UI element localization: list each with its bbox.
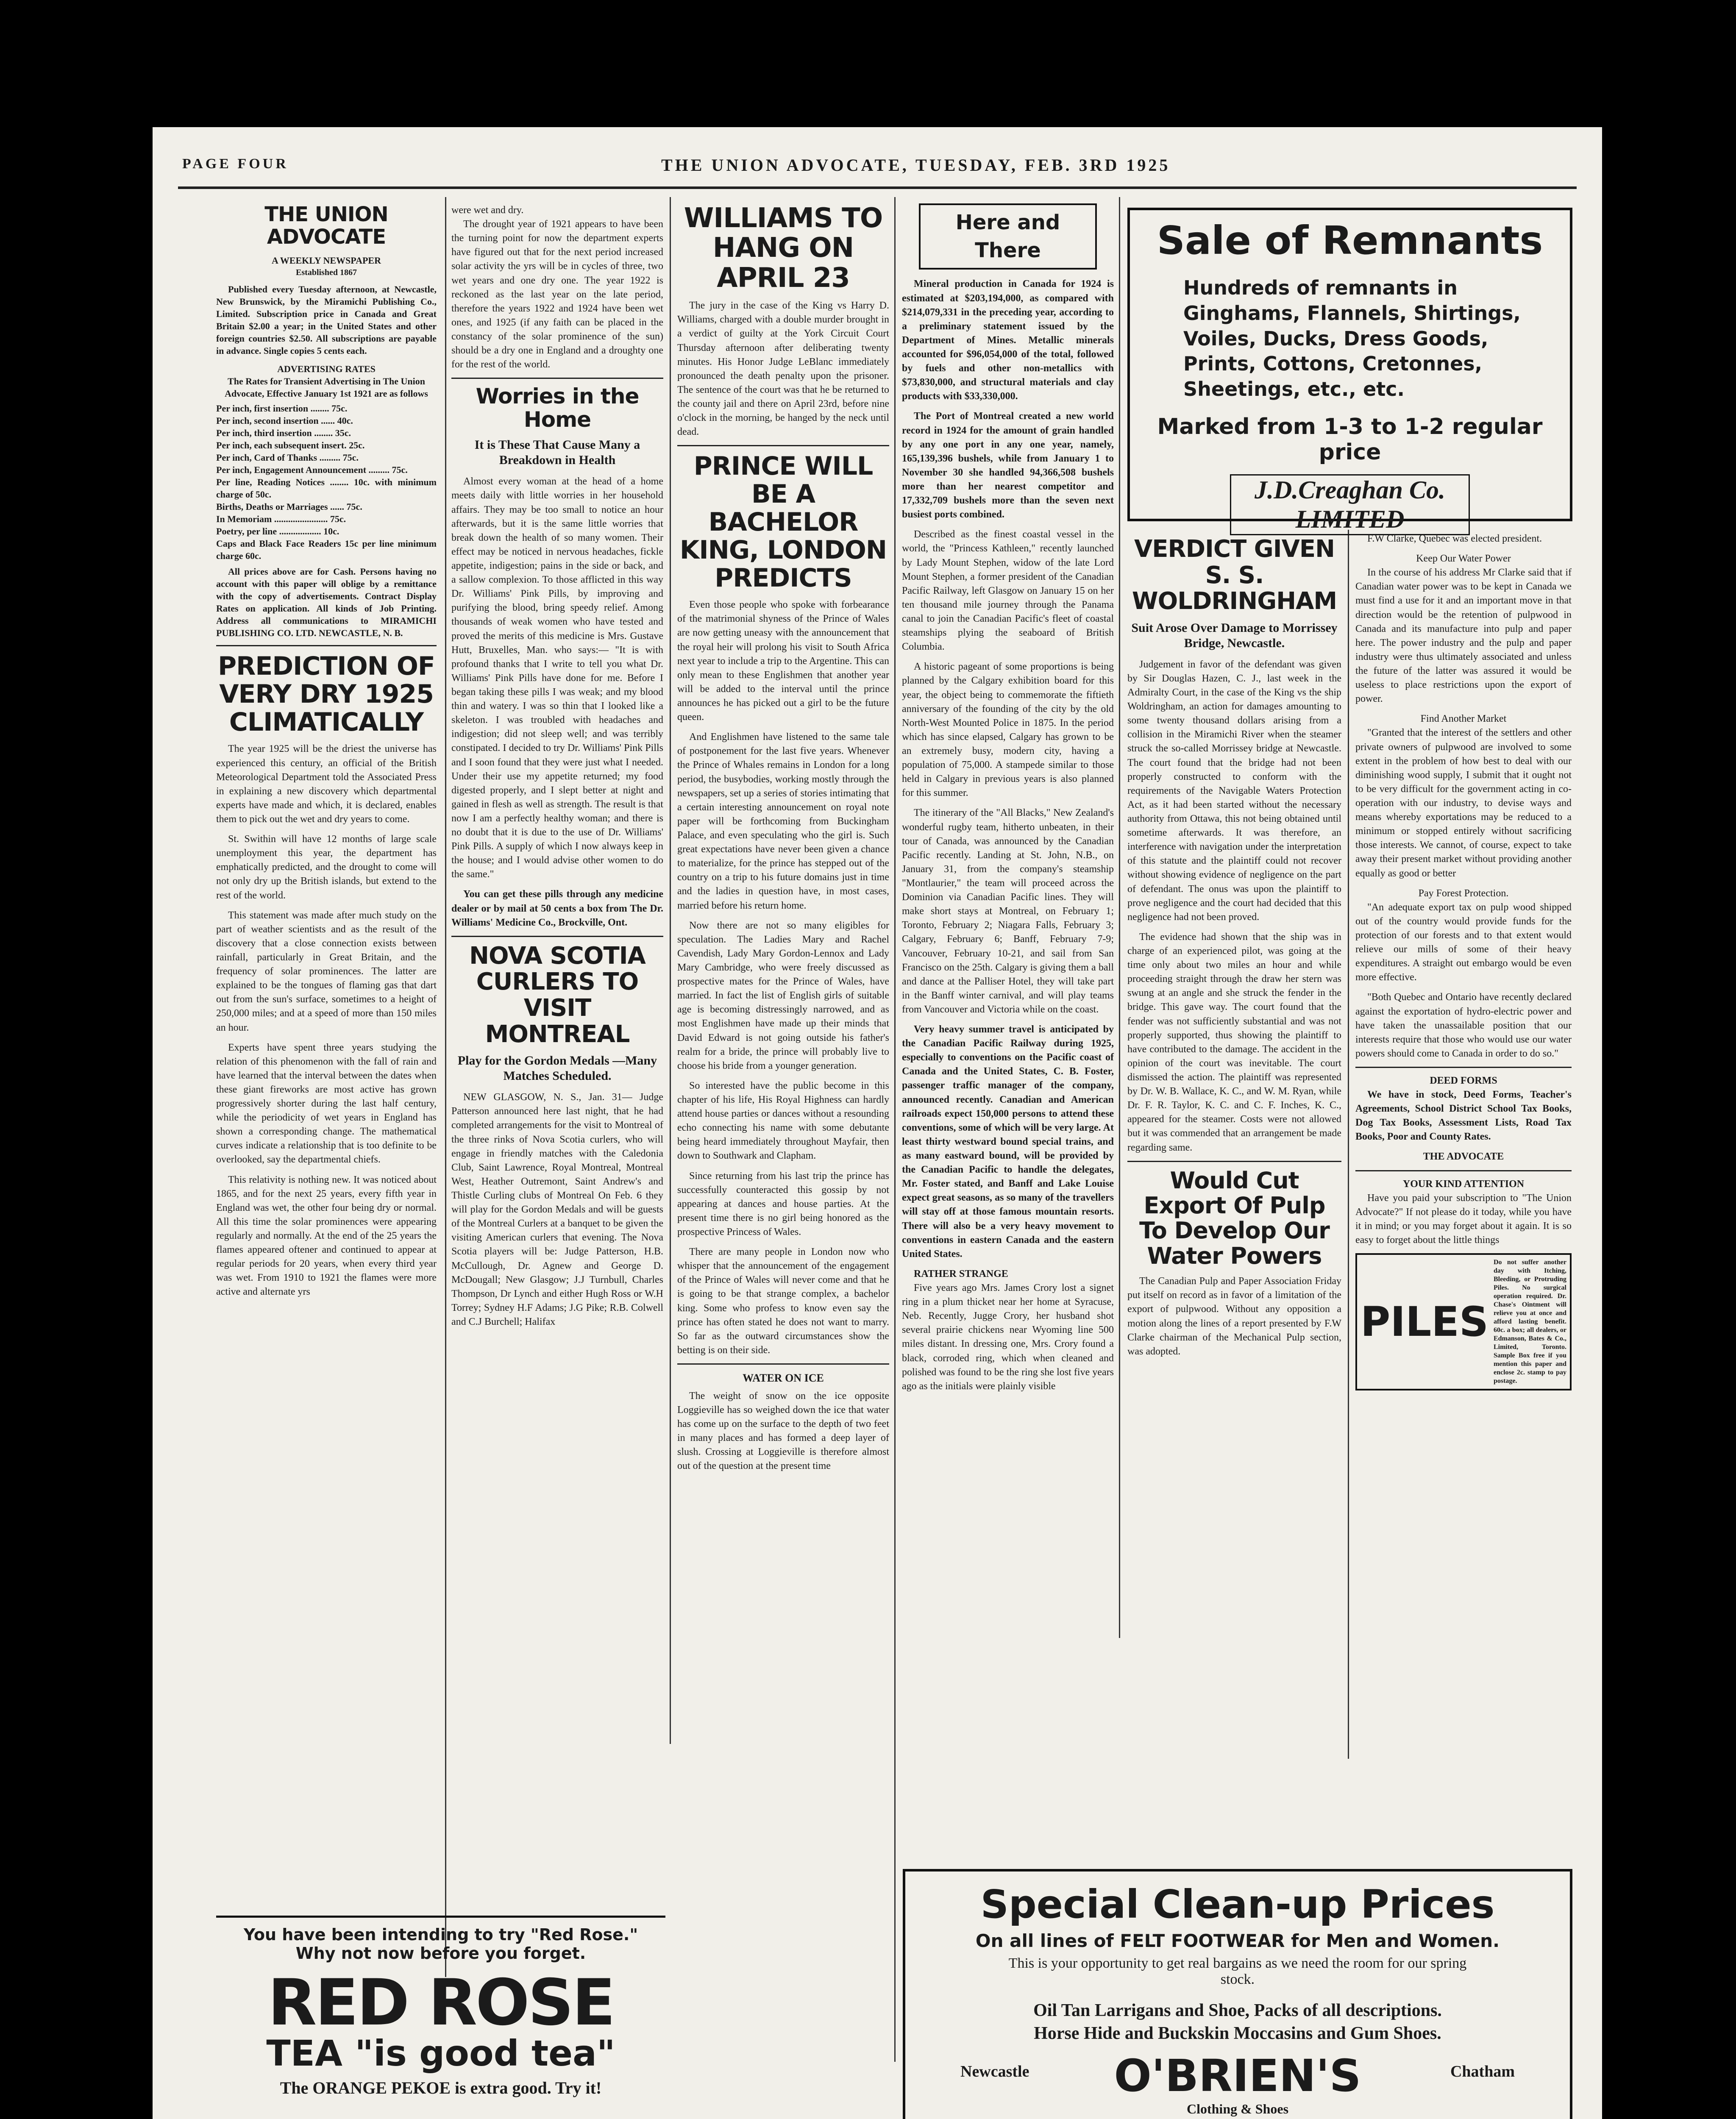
red-rose-brand: RED ROSE: [267, 1966, 614, 2040]
here-and-there-box: [919, 203, 1097, 270]
subheadline-verdict: Suit Arose Over Damage to Morrissey Bridge, Newcastle.: [1131, 620, 1338, 650]
paragraph: St. Swithin will have 12 months of large scale unemployment this year, the department has emphatically predicted, and the drought to come will not only dry up the British islands, but extend to the rest of the world.: [216, 834, 437, 901]
column-5: [1127, 532, 1341, 1365]
divider: [1355, 1170, 1572, 1171]
piles-text: Do not suffer another day with Itching, Bleeding, or Protruding Piles. No surgical operation required. Dr. Chase's Ointment will relieve you at once and afford lasting benefit. 60c. a box; all dealers, or Edmanson, Bates & Co., Limited, Toronto. Sample Box free if you mention this paper and enclose 2c. stamp to pay postage.: [1493, 1259, 1566, 1385]
column-4: [902, 203, 1114, 1399]
obriens-line4: Horse Hide and Buckskin Moccasins and Gum Shoes.: [1034, 2023, 1441, 2043]
remnants-body: Hundreds of remnants in Ginghams, Flannels, Shirtings, Voiles, Ducks, Dress Goods, Prints, Cottons, Cretonnes, Sheetings, etc., etc.: [1183, 276, 1521, 401]
headline-pulp: Would Cut Export Of Pulp To Develop Our Water Powers: [1139, 1167, 1330, 1269]
paper-subtitle: A WEEKLY NEWSPAPER: [272, 255, 381, 266]
subhead: Keep Our Water Power: [1416, 553, 1511, 565]
remnants-title: Sale of Remnants: [1157, 218, 1543, 263]
paragraph: "Both Quebec and Ontario have recently declared against the exportation of hydro-electric power and have taken the unassailable position that our interests require that those who would use our water powers should come to Canada in order to do so.": [1355, 992, 1572, 1059]
headline-deed-forms: DEED FORMS: [1430, 1075, 1497, 1086]
piles-title: PILES: [1360, 1298, 1488, 1346]
rate-item: Per inch, second insertion ...... 40c.: [216, 415, 353, 426]
paragraph: The drought year of 1921 appears to have been the turning point for now the department experts have figured out that for the next period increased solar activity the yrs will be in cycles of three, two wet years and one dry one. The year 1922 is reckoned as the last year on the late period, therefore the years 1922 and 1924 have been wet ones, and 1925 (if any faith can be placed in the constancy of the solar prominence of the sun) should be a dry one in England and a droughty one for the rest of the world.: [451, 219, 663, 370]
paragraph: Experts have spent three years studying the relation of this phenomenon with the fall of rain and have learned that the interval between the dates when these giant fireworks are most active has grown progressively shorter during the last half century, while the periodicity of wet years in England has shown a corresponding change. The mathematical curves indicate a relationship that is too definite to be overlooked, say the departmental chiefs.: [216, 1042, 437, 1165]
paragraph: Even those people who spoke with forbearance of the matrimonial shyness of the Prince of Wales are now getting uneasy with the announcement that the royal heir will prolong his visit to South Africa next year to include a trip to the Argentine. This can only mean to these Englishmen that another year will be added to the interval until the prince announces he has picked out a girl to be the future queen.: [677, 599, 889, 723]
column-divider: [670, 197, 671, 1744]
rate-item: Per inch, Card of Thanks ......... 75c.: [216, 452, 359, 463]
column-divider: [1348, 530, 1349, 1759]
headline-prince: PRINCE WILL BE A BACHELOR KING, LONDON PREDICTS: [679, 451, 887, 593]
column-divider: [1119, 197, 1120, 1638]
rate-item: Poetry, per line .................. 10c.: [216, 526, 339, 537]
paragraph: Since returning from his last trip the prince has successfully counteracted this gossip by not appearing at dances and house parties. At the present time there is no girl being honored as the prospective Princess of Wales.: [677, 1170, 889, 1237]
paragraph: NEW GLASGOW, N. S., Jan. 31— Judge Patterson announced here last night, that he had completed arrangements for the visit to Montreal of the three rinks of Nova Scotia curlers, who will engage in friendly matches with the Caledonia Club, Saint Lawrence, Royal Montreal, Montreal West, Heather Outremont, Saint Andrew's and Thistle Curling clubs of Montreal On Feb. 6 they will play for the Gordon Medals and will be guests of the Montreal Curlers at a banquet to be given the visiting American curlers that evening. The Nova Scotia players will be: Judge Patterson, H.B. McCullough, Dr. Agnew and George D. McDougall; New Glasgow; J.J Turnbull, Charles Thompson, Dr Lynch and either Hugh Ross or W.H Torrey; Sydney H.F Adams; J.G Pike; R.B. Colwell and C.J Burchell; Halifax: [451, 1092, 663, 1327]
divider: [1355, 1067, 1572, 1068]
subheadline-worries: It is These That Cause Many a Breakdown in Health: [474, 438, 640, 467]
headline-williams: WILLIAMS TO HANG ON APRIL 23: [684, 203, 883, 294]
masthead: [153, 153, 1602, 178]
paragraph: F.W Clarke, Quebec was elected president.: [1367, 533, 1542, 544]
obriens-line1: On all lines of FELT FOOTWEAR for Men and Women.: [975, 1930, 1500, 1951]
paragraph: In the course of his address Mr Clarke said that if Canadian water power was to be kept in Canada we must find a use for it and an important move in that direction would be the retention of pulpwood in Canada and its manufacture into pulp and paper here. The power industry and the pulp and paper industry were thus ultimately associated and unless the future of the latter was assured it would be useless to place restrictions upon the export of power.: [1355, 567, 1572, 705]
subheadline-curlers: Play for the Gordon Medals —Many Matches Scheduled.: [457, 1054, 657, 1083]
advertising-rates-heading: ADVERTISING RATES: [277, 363, 376, 374]
masthead-title: THE UNION ADVOCATE, TUESDAY, FEB. 3RD 1925: [661, 156, 1171, 175]
subhead: Find Another Market: [1420, 713, 1507, 725]
obriens-right: Chatham: [1450, 2062, 1515, 2080]
paragraph: This statement was made after much study on the part of weather scientists and as the result of the discovery that a close connection exists between rainfall, particularly in Great Britain, and the frequency of solar prominences. The latter are explained to be the tongues of flaming gas that dart out from the sun's surface, sometimes to a height of 250,000 miles; and at a speed of more than 150 miles an hour.: [216, 909, 437, 1033]
headline-prediction: PREDICTION OF VERY DRY 1925 CLIMATICALLY: [218, 651, 435, 737]
divider: [451, 378, 663, 379]
publication-notice: Published every Tuesday afternoon, at Newcastle, New Brunswick, by the Miramichi Publishing Co., Limited. Subscription price in Canada and Great Britain $2.00 a year; in the United States and other foreign countries $2.50. All subscriptions are payable in advance. Single copies 5 cents each.: [216, 284, 437, 356]
obriens-title: Special Clean-up Prices: [980, 1882, 1495, 1927]
paragraph: You can get these pills through any medicine dealer or by mail at 50 cents a box from The Dr. Williams' Medicine Co., Brockville, Ont.: [451, 889, 663, 928]
paragraph: "An adequate export tax on pulp wood shipped out of the country would provide funds for the protection of our forests and to that extent would relieve our mills of some of their heavy expenditures. A straight out embargo would be even more effective.: [1355, 901, 1572, 983]
divider: [677, 1363, 889, 1365]
headline-worries: Worries in the Home: [476, 384, 639, 432]
paragraph: The Port of Montreal created a new world record in 1924 for the amount of grain handled by any one port in any one year, namely, 165,139,396 bushels, while from January 1 to November 30 she handled 94,366,508 bushels more than her nearest competitor and 17,332,709 bushels more than the seven next busiest ports combined.: [902, 411, 1114, 520]
red-rose-ad: [216, 1916, 665, 2119]
remnants-ad: [1127, 208, 1572, 533]
paragraph: And Englishmen have listened to the same tale of postponement for the last five years. Whenever the Prince of Whales remains in London for a long period, the busybodies, working mostly through the newspapers, set up a series of stories intimating that a certain interesting announcement on royal note paper will be forthcoming from Buckingham Palace, and even speculating who the girl is. Such great expectations have never been given a chance to materialize, for the prince has stepped out of the country on a trip to his future domains just in time and the ladies in question have, in most cases, married before his return home.: [677, 731, 889, 911]
rate-item: Per line, Reading Notices ........ 10c. with minimum charge of 50c.: [216, 477, 437, 500]
piles-ad: [1355, 1253, 1572, 1390]
column-divider: [894, 197, 896, 2062]
advertising-rates-intro: The Rates for Transient Advertising in The Union Advocate, Effective January 1st 1921 are as follows: [225, 375, 428, 399]
obriens-name: O'BRIEN'S: [1114, 2049, 1361, 2102]
subhead: Pay Forest Protection.: [1418, 887, 1509, 899]
paragraph: Now there are not so many eligibles for speculation. The Ladies Mary and Rachel Cavendish, Lady Mary Gordon-Lennox and Lady Mary Cambridge, who were freely discussed as prospective mates for the Prince of Wales, have married. In fact the list of English girls of suitable age is becoming distressingly narrowed, and as most Englishmen have made up their minds that David Edward is not going outside his father's realm for a bride, the prince will probably live to choose his bride from a younger generation.: [677, 920, 889, 1071]
paragraph: "Granted that the interest of the settlers and other private owners of pulpwood are involved to some extent in the problem of how best to deal with our diminishing wood supply, I submit that it ought not to be very difficult for the government acting in co-operation with our industry, to devise ways and means whereby exportations may be reduced to a minimum or stopped entirely without sacrificing those interests. We cannot, of course, expect to take away their present market without providing another equally as good or better: [1355, 727, 1572, 879]
obriens-line2: This is your opportunity to get real bargains as we need the room for our spring stock.: [1008, 1955, 1467, 1987]
headline-curlers: NOVA SCOTIA CURLERS TO VISIT MONTREAL: [469, 942, 645, 1048]
divider: [1127, 1161, 1341, 1162]
divider: [677, 445, 889, 446]
page-number: PAGE FOUR: [182, 156, 289, 172]
paragraph: Judgement in favor of the defendant was given by Sir Douglas Hazen, C. J., last week in the Admiralty Court, in the case of the King vs the ship Woldringham, an action for damages amounting to some twenty thousand dollars arising from a collision in the Miramichi River when the steamer struck the so-called Morrissey bridge at Newcastle. The court found that the bridge had not been properly constructed to conform with the requirements of the Navigable Waters Protection Act, as it had been started without the necessary authority from Ottawa, this not being obtained until sometime afterwards. It was therefore, an interference with navigation under the interpretation of this statute and the plaintiff could not recover without showing evidence of negligence on the part of defendant. The onus was upon the plaintiff to prove negligence and the court had decided that this negligence had not been proved.: [1127, 659, 1341, 923]
paragraph: There are many people in London now who whisper that the announcement of the engagement of the Prince of Wales will never come and that he is going to be that strange complex, a bachelor king. Some who profess to know even say the prince has often stated he does not want to marry. So far as the outward circumstances show the betting is on their side.: [677, 1246, 889, 1356]
rate-item: Caps and Black Face Readers 15c per line minimum charge 60c.: [216, 538, 437, 562]
advertising-notes: All prices above are for Cash. Persons having no account with this paper will oblige by a remittance with the copy of advertisements. Contract Display Rates on application. All kinds of Job Printing. Address all communications to MIRAMICHI PUBLISHING CO. LTD. NEWCASTLE, N. B.: [216, 566, 437, 639]
paragraph: The jury in the case of the King vs Harry D. Williams, charged with a double murder brought in a verdict of guilty at the York Circuit Court Thursday afternoon after deliberating twenty minutes. His Honor Judge LeBlanc immediately pronounced the death penalty upon the prisoner. The sentence of the court was that he be returned to the county jail and there on April 23rd, before nine o'clock in the morning, be hanged by the neck until dead.: [677, 300, 889, 438]
paragraph: Have you paid your subscription to "The Union Advocate?" If not please do it today, while you have it in mind; or you may forget about it again. It is so easy to forget about the little things: [1355, 1192, 1572, 1246]
obriens-ad: [903, 1869, 1572, 2119]
rate-item: In Memoriam ....................... 75c.: [216, 514, 346, 525]
red-rose-intro: You have been intending to try "Red Rose." Why not now before you forget.: [243, 1925, 638, 1963]
headline-rather-strange: RATHER STRANGE: [914, 1268, 1008, 1279]
column-6: [1355, 532, 1572, 1390]
obriens-sub: Clothing & Shoes: [1186, 2101, 1289, 2116]
paragraph: The year 1925 will be the driest the universe has experienced this century, an official of the British Meteorological Department told the Associated Press in explaining a new discovery which departmental experts have made and which, it is declared, enables them to pick out the wet and dry years to come.: [216, 743, 437, 825]
paragraph: The weight of snow on the ice opposite Loggieville has so weighed down the ice that water has come up on the surface to the depth of two feet in many places and has formed a deep layer of slush. Crossing at Loggieville is therefore almost out of the question at the present time: [677, 1390, 889, 1472]
masthead-rule: [178, 186, 1577, 189]
red-rose-bottom: The ORANGE PEKOE is extra good. Try it!: [280, 2078, 602, 2098]
paragraph: So interested have the public become in this chapter of his life, His Royal Highness can hardly attend house parties or dances without a resounding echo connecting his name with some debutante being heard immediately throughout Mayfair, then down to Southwark and Clapham.: [677, 1080, 889, 1162]
paper-name: THE UNION ADVOCATE: [264, 203, 388, 249]
rate-item: Per inch, Engagement Announcement ......... 75c.: [216, 464, 408, 475]
paragraph: The itinerary of the "All Blacks," New Zealand's wonderful rugby team, hitherto unbeaten, in their tour of Canada, was announced by the Canadian Pacific recently. Landing at St. John, N.B., on January 31, from the company's steamship "Montlaurier," the team will proceed across the Dominion via Canadian Pacific lines. They will make short stays at Montreal, on February 1; Toronto, February 2; Niagara Falls, February 3; Calgary, February 6; Banff, February 7-9; Vancouver, February 10-21, and sail from San Francisco on the 25th. Calgary is giving them a ball and dance at the Palliser Hotel, they will take part in the Banff winter carnival, and will play teams from Vancouver and Victoria while on the coast.: [902, 807, 1114, 1015]
paragraph: Mineral production in Canada for 1924 is estimated at $203,194,000, as compared with $214,079,331 in the preceding year, according to a preliminary statement issued by the Department of Mines. Metallic minerals accounted for $96,054,000 of the total, followed by fuels and other non-metallics with $73,830,000, and structural materials and clay products with $33,330,000.: [902, 278, 1114, 402]
creaghan-signature: J.D.Creaghan Co. LIMITED: [1230, 474, 1470, 535]
paragraph: The evidence had shown that the ship was in charge of an experienced pilot, was going at the time only about two miles an hour and while proceeding straight through the draw her stern was swung at an angle and she struck the fender in the bridge. This gave way. The court found that the fender was not sufficiently substantial and was not properly supported, thus showing the plaintiff to have contributed to the damage. The accident in the opinion of the court was inevitable. The court dismissed the action. The plaintiff was represented by Dr. W. B. Wallace, K. C., and W. M. Ryan, while Dr. F. R. Taylor, K. C. and C. F. Inches, K. C., appeared for the steamer. Costs were not allowed but it was commended that an arrangement be made regarding same.: [1127, 931, 1341, 1153]
column-3: [677, 203, 889, 1479]
obriens-left: Newcastle: [960, 2062, 1029, 2080]
newspaper-page: [153, 127, 1602, 2119]
paragraph: Very heavy summer travel is anticipated by the Canadian Pacific Railway during 1925, especially to conventions on the Pacific coast of Canada and the United States, C. B. Foster, passenger traffic manager of the company, announced recently. Canadian and American railroads expect 150,000 persons to attend these conventions, some of which will be very large. At least thirty westward bound special trains, and as many eastward bound, will be provided by the Canadian Pacific to handle the delegates, Mr. Foster stated, and Banff and Lake Louise expect great seasons, as so many of the travellers will stay off at those famous mountain resorts. There will also be a very heavy movement to conventions in eastern Canada and the eastern United States.: [902, 1024, 1114, 1260]
red-rose-tagline: TEA "is good tea": [266, 2033, 615, 2074]
paragraph: We have in stock, Deed Forms, Teacher's Agreements, School District School Tax Books, Dog Tax Books, Assessment Lists, Road Tax Books, Poor and County Rates.: [1355, 1089, 1572, 1143]
paragraph: A historic pageant of some proportions is being planned by the Calgary exhibition board for this year, the object being to commemorate the fiftieth anniversary of the founding of the city by the old North-West Mounted Police in 1875. In the period which has since elapsed, Calgary has grown to be an extremely busy, modern city, having a population of 75,000. A stampede similar to those held in Calgary in previous years is also planned for this summer.: [902, 661, 1114, 799]
paragraph: Described as the finest coastal vessel in the world, the "Princess Kathleen," recently launched by Lady Mount Stephen, widow of the late Lord Mount Stephen, a former president of the Canadian Pacific Railway, left Glasgow on January 15 on her ten thousand mile journey through the Panama canal to join the Canadian Pacific's fleet of coastal steamships plying the seaboard of British Columbia.: [902, 529, 1114, 653]
rate-item: Births, Deaths or Marriages ...... 75c.: [216, 501, 362, 512]
remnants-price: Marked from 1-3 to 1-2 regular price: [1157, 414, 1543, 465]
divider: [216, 645, 437, 646]
headline-here-and-there: Here and There: [955, 211, 1060, 263]
continued-line: were wet and dry.: [451, 205, 524, 216]
paragraph: The Canadian Pulp and Paper Association Friday put itself on record as in favor of a limitation of the export of pulpwood. Without any opposition a motion along the lines of a report presented by F.W Clarke chairman of the Mechanical Pulp section, was adopted.: [1127, 1276, 1341, 1357]
established-line: Established 1867: [296, 267, 357, 277]
deed-signature: THE ADVOCATE: [1423, 1151, 1504, 1162]
obriens-footer: [922, 2049, 1553, 2119]
divider: [451, 936, 663, 937]
obriens-line3: Oil Tan Larrigans and Shoe, Packs of all descriptions.: [1033, 2000, 1442, 2020]
rate-list: [216, 402, 437, 562]
column-divider: [445, 197, 446, 1977]
paragraph: This relativity is nothing new. It was noticed about 1865, and for the next 25 years, every fifth year in England was wet, the other four being dry or normal. All this time the solar prominences were appearing regularly and normally. At the end of the 25 years the flames appeared oftener and continued to appear at regular periods for 20 years, when every third year was wet. From 1910 to 1921 the flames were more active and alternate yrs: [216, 1174, 437, 1298]
rate-item: Per inch, third insertion ........ 35c.: [216, 427, 351, 438]
paragraph: Five years ago Mrs. James Crory lost a signet ring in a plum thicket near her home at Syracuse, Neb. Recently, Jugge Crory, her husband shot several prairie chickens near Wyoming line 500 miles distant. In dressing one, Mrs. Crory found a black, corroded ring, which when cleaned and polished was found to be the ring she lost five years ago as the initials were plainly visible: [902, 1282, 1114, 1392]
column-1: [216, 203, 437, 1305]
rate-item: Per inch, first insertion ........ 75c.: [216, 403, 348, 414]
paragraph: Almost every woman at the head of a home meets daily with little worries in her household affairs. They may be too small to notice an hour afterwards, but it is the same little worries that break down the health of so many women. Their effect may be noticed in nervous headaches, fickle appetite, indigestion; pains in the side or back, and a sallow complexion. To those afflicted in this way Dr. Williams' Pink Pills, by improving and purifying the blood, bring speedy relief. Among thousands of weak women who have tested and proved the merits of this medicine is Mrs. Gustave Hutt, Bruxelles, Man. who says:— "It is with profound thanks that I write to tell you what Dr. Williams' Pink Pills have done for me. Before I began taking these pills I was weak; and my blood thin and watery. I was so thin that I looked like a skeleton. I was troubled with headaches and indigestion; did not sleep well; and was terribly constipated. I decided to try Dr. Williams' Pink Pills and I soon found that they were just what I needed. Under their use my appetite returned; my food digested properly, and I slept better at night and gained in flesh as well as strength. The result is that now I am a perfectly healthy woman; and there is no doubt that it is due to the use of Dr. Williams' Pink Pills. A supply of which I now always keep in the house; and I would advise other women to do the same.": [451, 476, 663, 880]
headline-verdict: VERDICT GIVEN S. S. WOLDRINGHAM: [1132, 535, 1337, 615]
headline-attention: YOUR KIND ATTENTION: [1402, 1178, 1525, 1190]
rate-item: Per inch, each subsequent insert. 25c.: [216, 439, 365, 450]
column-2: [451, 203, 663, 1335]
headline-water-on-ice: WATER ON ICE: [743, 1371, 824, 1384]
